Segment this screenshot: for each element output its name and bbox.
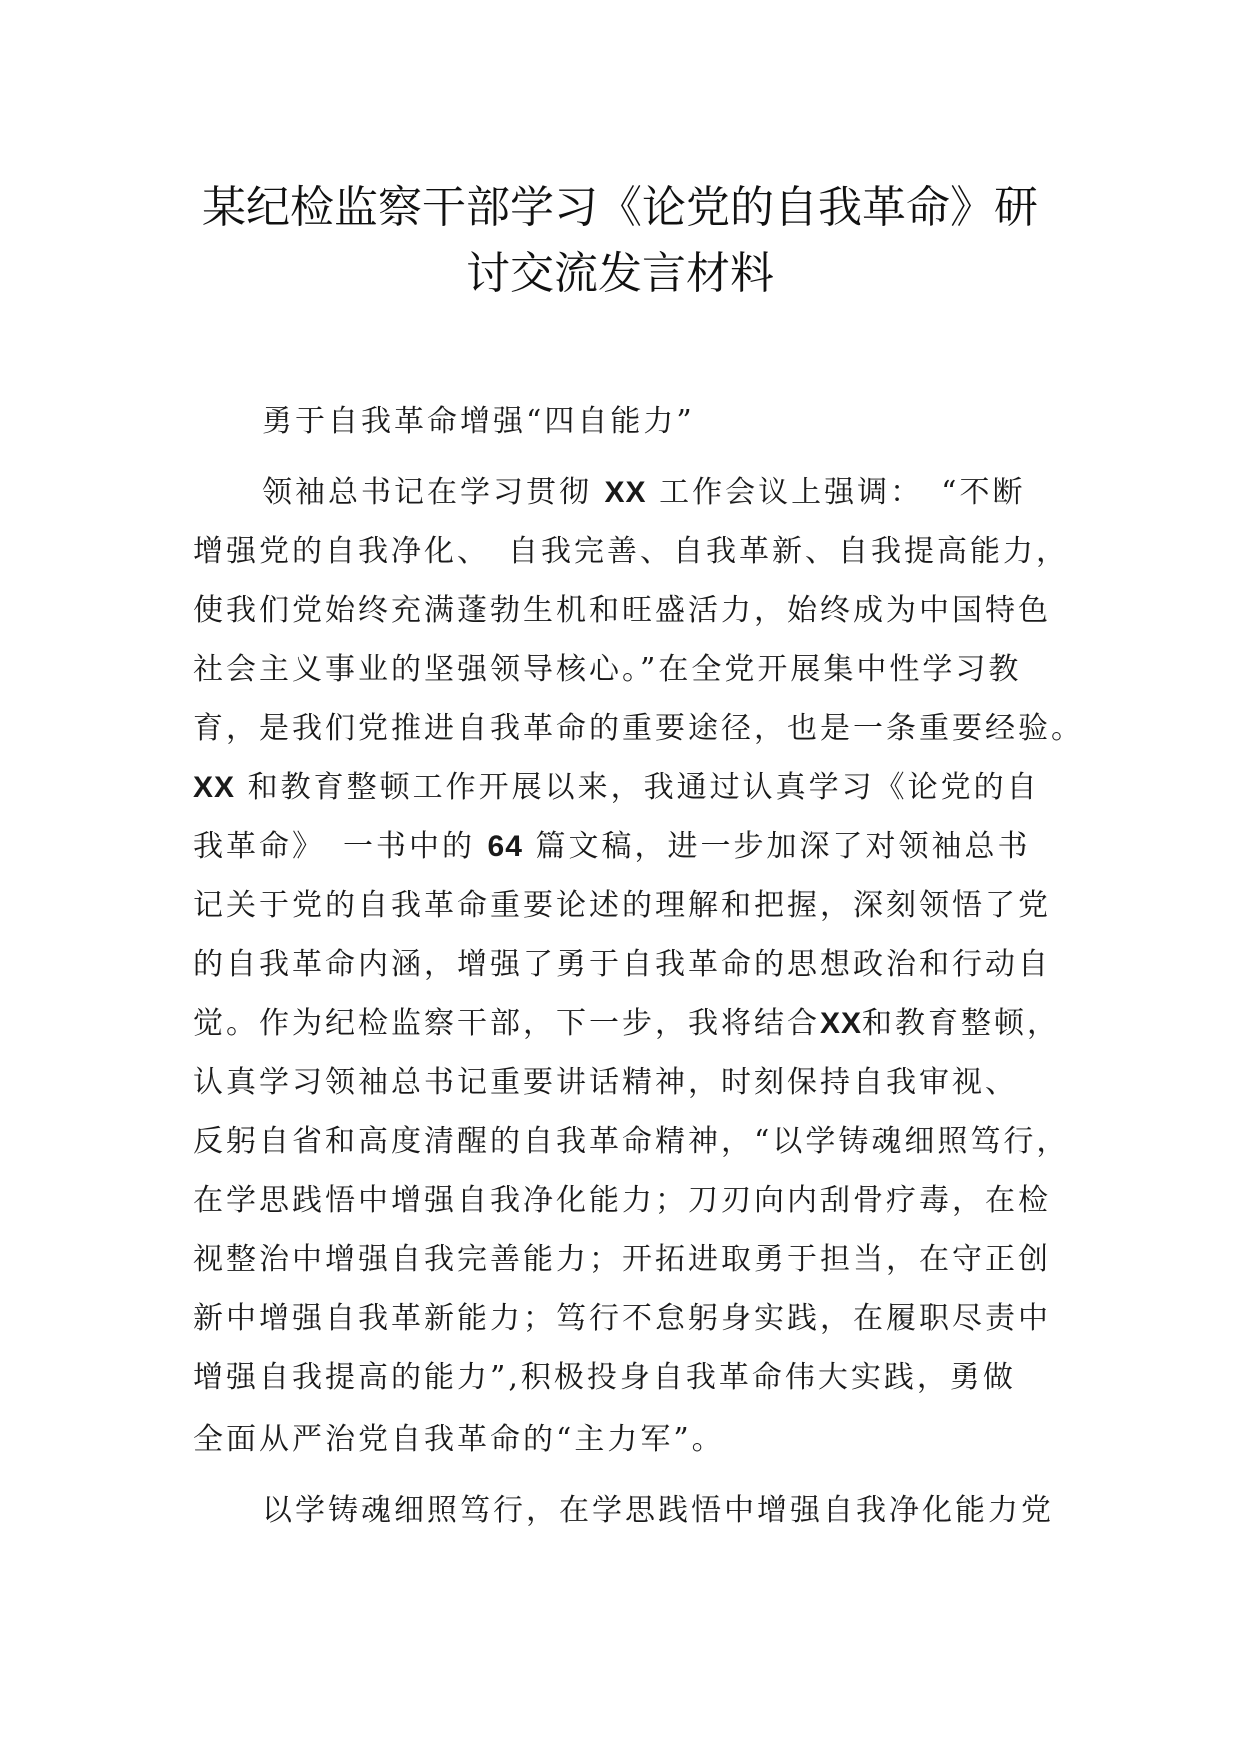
paragraph-1-line-16: 增强自我提高的能力”,积极投身自我革命伟大实践，勇做 <box>193 1360 1016 1395</box>
paragraph-1-line-17: 全面从严治党自我革命的“主力军”。 <box>193 1422 725 1457</box>
paragraph-1-line-9: 的自我革命内涵，增强了勇于自我革命的思想政治和行动自 <box>193 947 1051 982</box>
paragraph-1-line-3: 使我们党始终充满蓬勃生机和旺盛活力，始终成为中国特色 <box>193 593 1051 628</box>
paragraph-2-line-1: 以学铸魂细照笃行，在学思践悟中增强自我净化能力党 <box>262 1493 1054 1528</box>
paragraph-1-line-12: 反躬自省和高度清醒的自我革命精神，“以学铸魂细照笃行， <box>193 1124 1070 1159</box>
paragraph-1-line-7: 我革命》 一书中的 64 篇文稿，进一步加深了对领袖总书 <box>193 829 1031 864</box>
subheading: 勇于自我革命增强“四自能力” <box>262 404 695 439</box>
paragraph-1-line-5: 育，是我们党推进自我革命的重要途径，也是一条重要经验。 <box>193 711 1084 746</box>
document-title-line-2: 讨交流发言材料 <box>466 248 774 299</box>
paragraph-1-line-1: 领袖总书记在学习贯彻 XX 工作会议上强调： “不断 <box>262 475 1026 510</box>
paragraph-1-line-11: 认真学习领袖总书记重要讲话精神，时刻保持自我审视、 <box>193 1065 1018 1100</box>
paragraph-1-line-10: 觉。作为纪检监察干部，下一步，我将结合XX和教育整顿， <box>193 1006 1061 1041</box>
paragraph-1-line-4: 社会主义事业的坚强领导核心。”在全党开展集中性学习教 <box>193 652 1022 687</box>
document-title-line-1: 某纪检监察干部学习《论党的自我革命》研 <box>202 182 1038 233</box>
paragraph-1-line-15: 新中增强自我革新能力；笃行不怠躬身实践，在履职尽责中 <box>193 1301 1051 1336</box>
paragraph-1-line-6: XX 和教育整顿工作开展以来，我通过认真学习《论党的自 <box>193 770 1040 805</box>
paragraph-1-line-14: 视整治中增强自我完善能力；开拓进取勇于担当，在守正创 <box>193 1242 1051 1277</box>
paragraph-1-line-2: 增强党的自我净化、 自我完善、自我革新、自我提高能力， <box>193 534 1069 569</box>
paragraph-1-line-13: 在学思践悟中增强自我净化能力；刀刃向内刮骨疗毒，在检 <box>193 1183 1051 1218</box>
paragraph-1-line-8: 记关于党的自我革命重要论述的理解和把握，深刻领悟了党 <box>193 888 1051 923</box>
